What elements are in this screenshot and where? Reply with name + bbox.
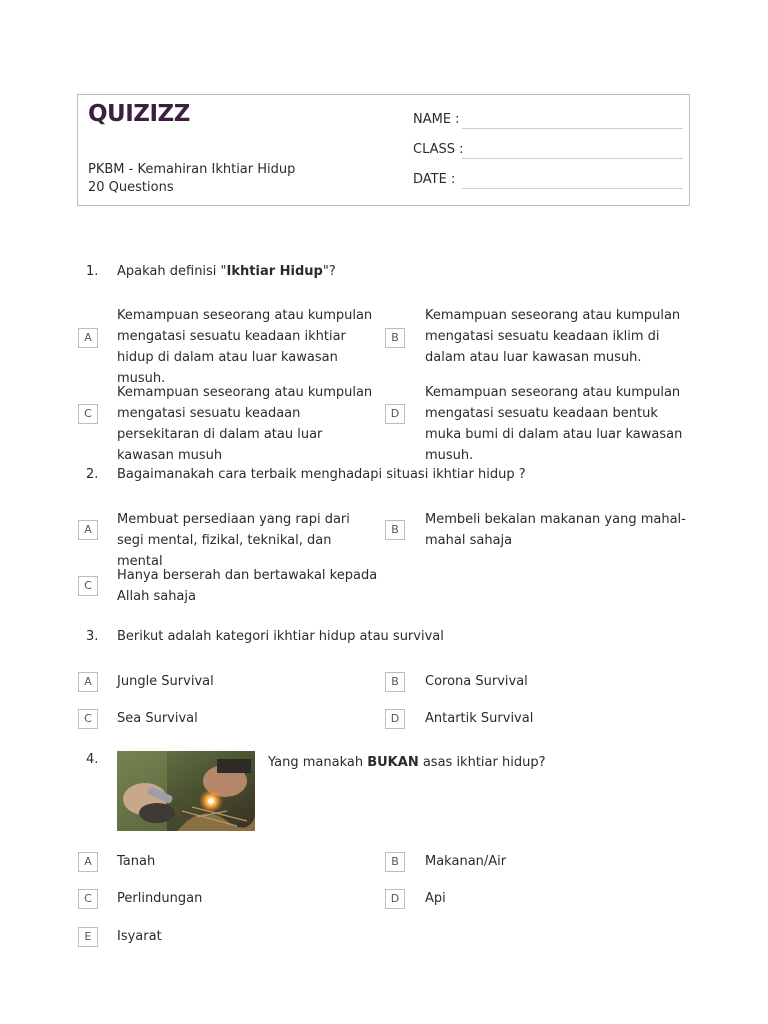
question-text: [268, 752, 688, 773]
quiz-title: PKBM - Kemahiran Ikhtiar Hidup: [88, 162, 296, 177]
question-text-part: Apakah definisi ": [117, 264, 227, 279]
option-text[interactable]: Kemampuan seseorang atau kumpulan mengatasi sesuatu keadaan persekitaran di dalam atau luar kawasan musuh: [117, 385, 373, 463]
option-letter[interactable]: C: [78, 889, 98, 909]
option-text[interactable]: Makanan/Air: [425, 854, 507, 869]
option-text[interactable]: Api: [425, 891, 446, 906]
question-count: 20 Questions: [88, 180, 174, 195]
question-text-bold: Ikhtiar Hidup: [226, 264, 323, 279]
option-letter[interactable]: D: [385, 889, 405, 909]
option-letter[interactable]: D: [385, 404, 405, 424]
fire-starting-photo: [117, 751, 255, 831]
name-line: [462, 128, 683, 129]
option-text[interactable]: Corona Survival: [425, 674, 528, 689]
option-text[interactable]: Membuat persediaan yang rapi dari segi mental, fizikal, teknikal, dan mental: [117, 512, 350, 569]
option-letter[interactable]: A: [78, 520, 98, 540]
option-letter[interactable]: C: [78, 576, 98, 596]
option-text[interactable]: Antartik Survival: [425, 711, 534, 726]
option-text[interactable]: Membeli bekalan makanan yang mahal-mahal sahaja: [425, 512, 686, 548]
option-letter[interactable]: A: [78, 672, 98, 692]
question-text: [117, 264, 336, 279]
question-text-bold: BUKAN: [367, 755, 419, 770]
option-letter[interactable]: C: [78, 709, 98, 729]
option-letter[interactable]: C: [78, 404, 98, 424]
option-text[interactable]: Sea Survival: [117, 711, 198, 726]
option-letter[interactable]: D: [385, 709, 405, 729]
option-text[interactable]: Kemampuan seseorang atau kumpulan mengatasi sesuatu keadaan ikhtiar hidup di dalam atau luar kawasan musuh.: [117, 308, 373, 386]
quiz-info: [88, 161, 295, 197]
question-text-part: asas ikhtiar hidup?: [418, 755, 546, 770]
question-number: 1.: [86, 264, 99, 279]
option-text[interactable]: Jungle Survival: [117, 674, 214, 689]
option-letter[interactable]: B: [385, 672, 405, 692]
question-text: Bagaimanakah cara terbaik menghadapi situasi ikhtiar hidup ?: [117, 467, 526, 482]
quizizz-logo: QUIZIZZ: [88, 101, 190, 127]
name-label: NAME :: [413, 112, 460, 127]
option-letter[interactable]: B: [385, 520, 405, 540]
question-text-part: "?: [322, 264, 336, 279]
option-text[interactable]: Tanah: [117, 854, 156, 869]
quiz-header: [77, 94, 690, 206]
option-letter[interactable]: B: [385, 328, 405, 348]
option-text[interactable]: Perlindungan: [117, 891, 203, 906]
date-label: DATE :: [413, 172, 456, 187]
option-letter[interactable]: A: [78, 328, 98, 348]
date-field[interactable]: [413, 172, 683, 187]
option-text[interactable]: Kemampuan seseorang atau kumpulan mengatasi sesuatu keadaan iklim di dalam atau luar kawasan musuh.: [425, 308, 681, 365]
option-text[interactable]: Isyarat: [117, 929, 162, 944]
question-number: 3.: [86, 629, 99, 644]
name-field[interactable]: [413, 112, 683, 127]
option-text[interactable]: Kemampuan seseorang atau kumpulan mengatasi sesuatu keadaan bentuk muka bumi di dalam atau luar kawasan musuh.: [425, 385, 683, 463]
date-line: [462, 188, 683, 189]
option-letter[interactable]: E: [78, 927, 98, 947]
question-text-part: Yang manakah: [268, 755, 368, 770]
class-label: CLASS :: [413, 142, 464, 157]
class-field[interactable]: [413, 142, 683, 157]
option-text[interactable]: Hanya berserah dan bertawakal kepada Allah sahaja: [117, 568, 378, 604]
option-letter[interactable]: B: [385, 852, 405, 872]
question-number: 4.: [86, 752, 99, 767]
class-line: [462, 158, 683, 159]
question-text: Berikut adalah kategori ikhtiar hidup atau survival: [117, 629, 444, 644]
question-number: 2.: [86, 467, 99, 482]
option-letter[interactable]: A: [78, 852, 98, 872]
